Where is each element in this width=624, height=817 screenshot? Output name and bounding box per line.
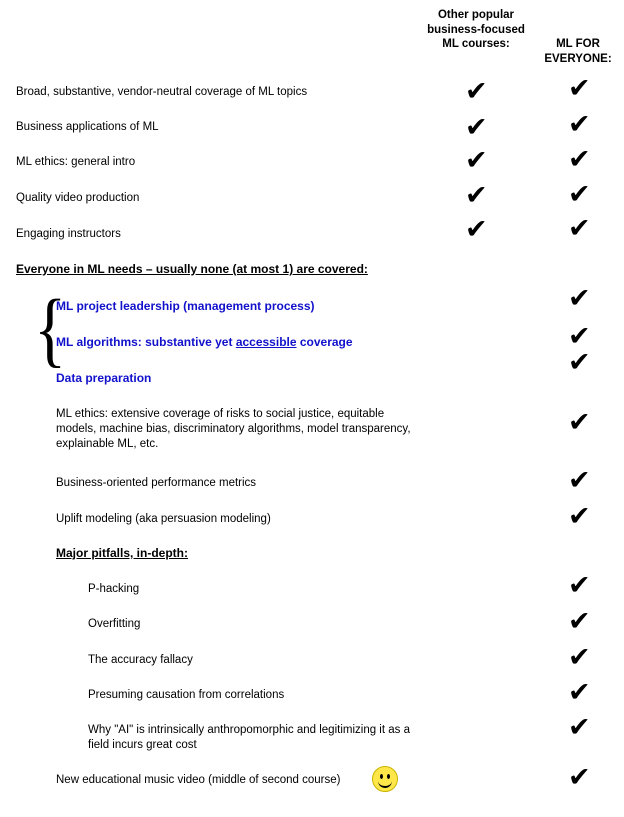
check-icon: ✔ — [568, 465, 591, 496]
check-icon: ✔ — [568, 712, 591, 743]
check-icon: ✔ — [568, 606, 591, 637]
row-label: New educational music video (middle of second course) — [56, 774, 341, 786]
brace-glyph: { — [34, 283, 67, 376]
check-icon: ✔ — [465, 214, 488, 245]
check-icon: ✔ — [465, 76, 488, 107]
check-icon: ✔ — [568, 109, 591, 140]
row-label-accessible: accessible — [235, 335, 297, 349]
row-label: Business applications of ML — [16, 121, 159, 133]
check-icon: ✔ — [568, 179, 591, 210]
check-icon: ✔ — [568, 407, 591, 438]
check-icon: ✔ — [568, 283, 591, 314]
pitfalls-heading: Major pitfalls, in-depth: — [56, 546, 188, 560]
smiley-mouth — [378, 776, 392, 788]
check-icon: ✔ — [568, 762, 591, 793]
check-icon: ✔ — [465, 145, 488, 176]
check-icon: ✔ — [568, 570, 591, 601]
check-icon: ✔ — [568, 677, 591, 708]
row-label: Engaging instructors — [16, 228, 121, 240]
row-label: Business-oriented performance metrics — [56, 477, 257, 489]
row-label: ML ethics: general intro — [16, 156, 136, 168]
check-icon: ✔ — [568, 347, 591, 378]
row-label: Broad, substantive, vendor-neutral coverage of ML topics — [16, 86, 308, 98]
row-label-pre: ML algorithms: substantive yet — [56, 335, 236, 349]
check-icon: ✔ — [568, 213, 591, 244]
column-headers — [0, 8, 624, 68]
check-icon: ✔ — [568, 501, 591, 532]
row-label: The accuracy fallacy — [88, 654, 193, 666]
row-label: Quality video production — [16, 192, 140, 204]
check-icon: ✔ — [465, 112, 488, 143]
row-label: P-hacking — [88, 583, 140, 595]
check-icon: ✔ — [568, 73, 591, 104]
row-label: Data preparation — [56, 371, 152, 385]
column-header-ml-for-everyone: ML FOR EVERYONE: — [544, 38, 612, 65]
column-header-other-courses: Other popular business-focused ML courses: — [427, 9, 525, 50]
section-heading: Everyone in ML needs – usually none (at most 1) are covered: — [16, 262, 368, 276]
check-icon: ✔ — [568, 642, 591, 673]
row-label: Uplift modeling (aka persuasion modeling) — [56, 513, 271, 525]
row-label: Presuming causation from correlations — [88, 689, 285, 701]
row-label — [56, 335, 426, 350]
check-icon: ✔ — [568, 321, 591, 352]
row-label: Why "AI" is intrinsically anthropomorphic and legitimizing it as a field incurs great cost — [88, 724, 410, 751]
row-label: Overfitting — [88, 618, 141, 630]
check-icon: ✔ — [568, 144, 591, 175]
row-label: ML project leadership (management process) — [56, 299, 315, 313]
row-label-post: coverage — [296, 335, 353, 349]
check-icon: ✔ — [465, 180, 488, 211]
row-label: ML ethics: extensive coverage of risks to social justice, equitable models, machine bias, discriminatory algorithms, model transparency, explainable ML, etc. — [56, 408, 411, 450]
smiley-face-icon — [372, 766, 398, 792]
